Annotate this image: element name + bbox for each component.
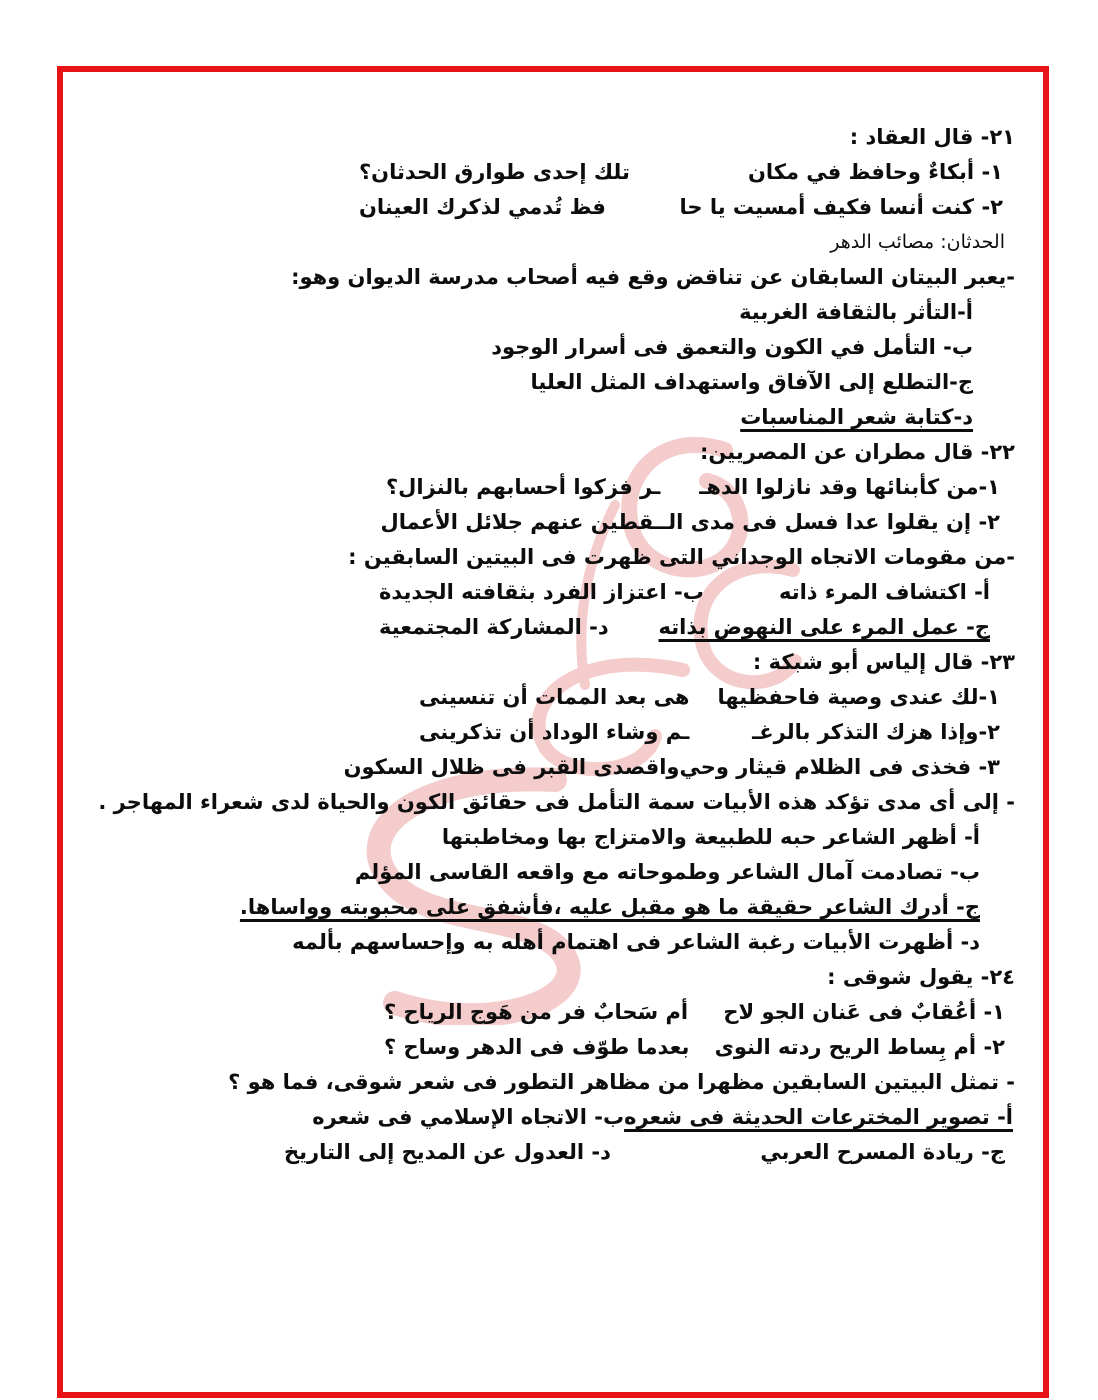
hemistich-right: ٢- إن يقلوا عدا فسل فى مدى الـ (661, 510, 1000, 534)
hemistich-left: تلك إحدى طوارق الحدثان؟ (359, 160, 630, 184)
hemistich-left: أم سَحابٌ فر من هَوج الرياح ؟ (384, 1000, 689, 1024)
question-stem: - إلى أى مدى تؤكد هذه الأبيات سمة التأمل فى حقائق الكون والحياة لدى شعراء المهاجر . (98, 790, 1015, 814)
question-header: ٢٤- يقول شوقى : (827, 965, 1015, 989)
option-b: ب- اعتزاز الفرد بثقافته الجديدة (379, 580, 704, 604)
verse-line (343, 750, 1000, 785)
verse-line (380, 505, 1000, 540)
hemistich-right: ١- أبكاءٌ وحافظ في مكان (747, 160, 1003, 184)
option-a: أ-التأثر بالثقافة الغربية (739, 300, 973, 324)
question-header: ٢٣- قال إلياس أبو شبكة : (752, 650, 1015, 674)
option-a: أ- اكتشاف المرء ذاته (778, 580, 990, 604)
option-d-answer: د-كتابة شعر المناسبات (740, 405, 973, 429)
option-d: د- المشاركة المجتمعية (379, 615, 609, 639)
option-c-answer: ج- أدرك الشاعر حقيقة ما هو مقبل عليه ،فأشفق على محبوبته وواساها. (239, 895, 980, 919)
hemistich-left: ـقطين عنهم جلائل الأعمال (380, 510, 662, 534)
verse-line (384, 995, 1005, 1030)
hemistich-left: ـم وشاء الوداد أن تذكرينى (419, 720, 690, 744)
option-c: ج- ريادة المسرح العربي (760, 1140, 1005, 1164)
question-24 (91, 960, 1015, 1170)
options-row (379, 610, 990, 645)
verse-line (419, 715, 1000, 750)
option-b: ب- الاتجاه الإسلامي فى شعره (312, 1105, 625, 1129)
option-c-answer: ج- عمل المرء على النهوض بذاته (658, 615, 990, 639)
question-23 (91, 645, 1015, 960)
option-d: د- أظهرت الأبيات رغبة الشاعر فى اهتمام أهله به وإحساسهم بألمه (292, 930, 980, 954)
verse-line (384, 1030, 1005, 1065)
question-22 (91, 435, 1015, 645)
options-row (284, 1135, 1005, 1170)
vocabulary-note: الحدثان: مصائب الدهر (830, 231, 1005, 253)
hemistich-right: ٢- أم بِساط الريح ردته النوى (714, 1035, 1005, 1059)
hemistich-right: ٢- كنت أنسا فكيف أمسيت يا حا (679, 195, 1003, 219)
verse-line (359, 190, 1003, 225)
hemistich-right: ١- أعُقابٌ فى عَنان الجو لاح (723, 1000, 1005, 1024)
option-c: ج-التطلع إلى الآفاق واستهداف المثل العليا (530, 370, 973, 394)
options-row (379, 575, 990, 610)
option-b: ب- تصادمت آمال الشاعر وطموحاته مع واقعه القاسى المؤلم (354, 860, 980, 884)
question-stem: -من مقومات الاتجاه الوجداني التى ظهرت فى البيتين السابقين : (348, 545, 1015, 569)
option-b: ب- التأمل في الكون والتعمق فى أسرار الوجود (491, 335, 973, 359)
option-d: د- العدول عن المديح إلى التاريخ (284, 1140, 611, 1164)
hemistich-left: ـر فزكوا أحسابهم بالنزال؟ (386, 475, 661, 499)
question-stem: -يعبر البيتان السابقان عن تناقض وقع فيه أصحاب مدرسة الديوان وهو: (291, 265, 1015, 289)
option-a: أ- أظهر الشاعر حبه للطبيعة والامتزاج بها ومخاطبتها (441, 825, 980, 849)
question-stem: - تمثل البيتين السابقين مظهرا من مظاهر التطور فى شعر شوقى، فما هو ؟ (228, 1070, 1015, 1094)
hemistich-left: هى بعد الممات أن تنسينى (419, 685, 690, 709)
verse-line (386, 470, 1000, 505)
exam-content (91, 120, 1015, 1170)
red-border-frame (57, 66, 1049, 1398)
verse-line (359, 155, 1003, 190)
option-a-answer: أ- تصوير المخترعات الحديثة فى شعره (624, 1105, 1013, 1129)
question-header: ٢١- قال العقاد : (849, 125, 1015, 149)
question-21 (91, 120, 1015, 435)
hemistich-right: ١-من كأبنائها وقد نازلوا الدهـ (699, 475, 1000, 499)
hemistich-right: ٢-وإذا هزك التذكر بالرغـ (752, 720, 1000, 744)
hemistich-right: ٣- فخذى فى الظلام قيثار وحي (679, 755, 1000, 779)
hemistich-left: واقصدى القبر فى ظلال السكون (343, 755, 680, 779)
hemistich-left: بعدما طوّف فى الدهر وساح ؟ (384, 1035, 690, 1059)
hemistich-left: فظ تُدمي لذكرك العينان (359, 195, 606, 219)
verse-line (419, 680, 1000, 715)
hemistich-right: ١-لك عندى وصية فاحفظيها (717, 685, 1000, 709)
options-row (312, 1100, 1013, 1135)
question-header: ٢٢- قال مطران عن المصريين: (699, 440, 1015, 464)
